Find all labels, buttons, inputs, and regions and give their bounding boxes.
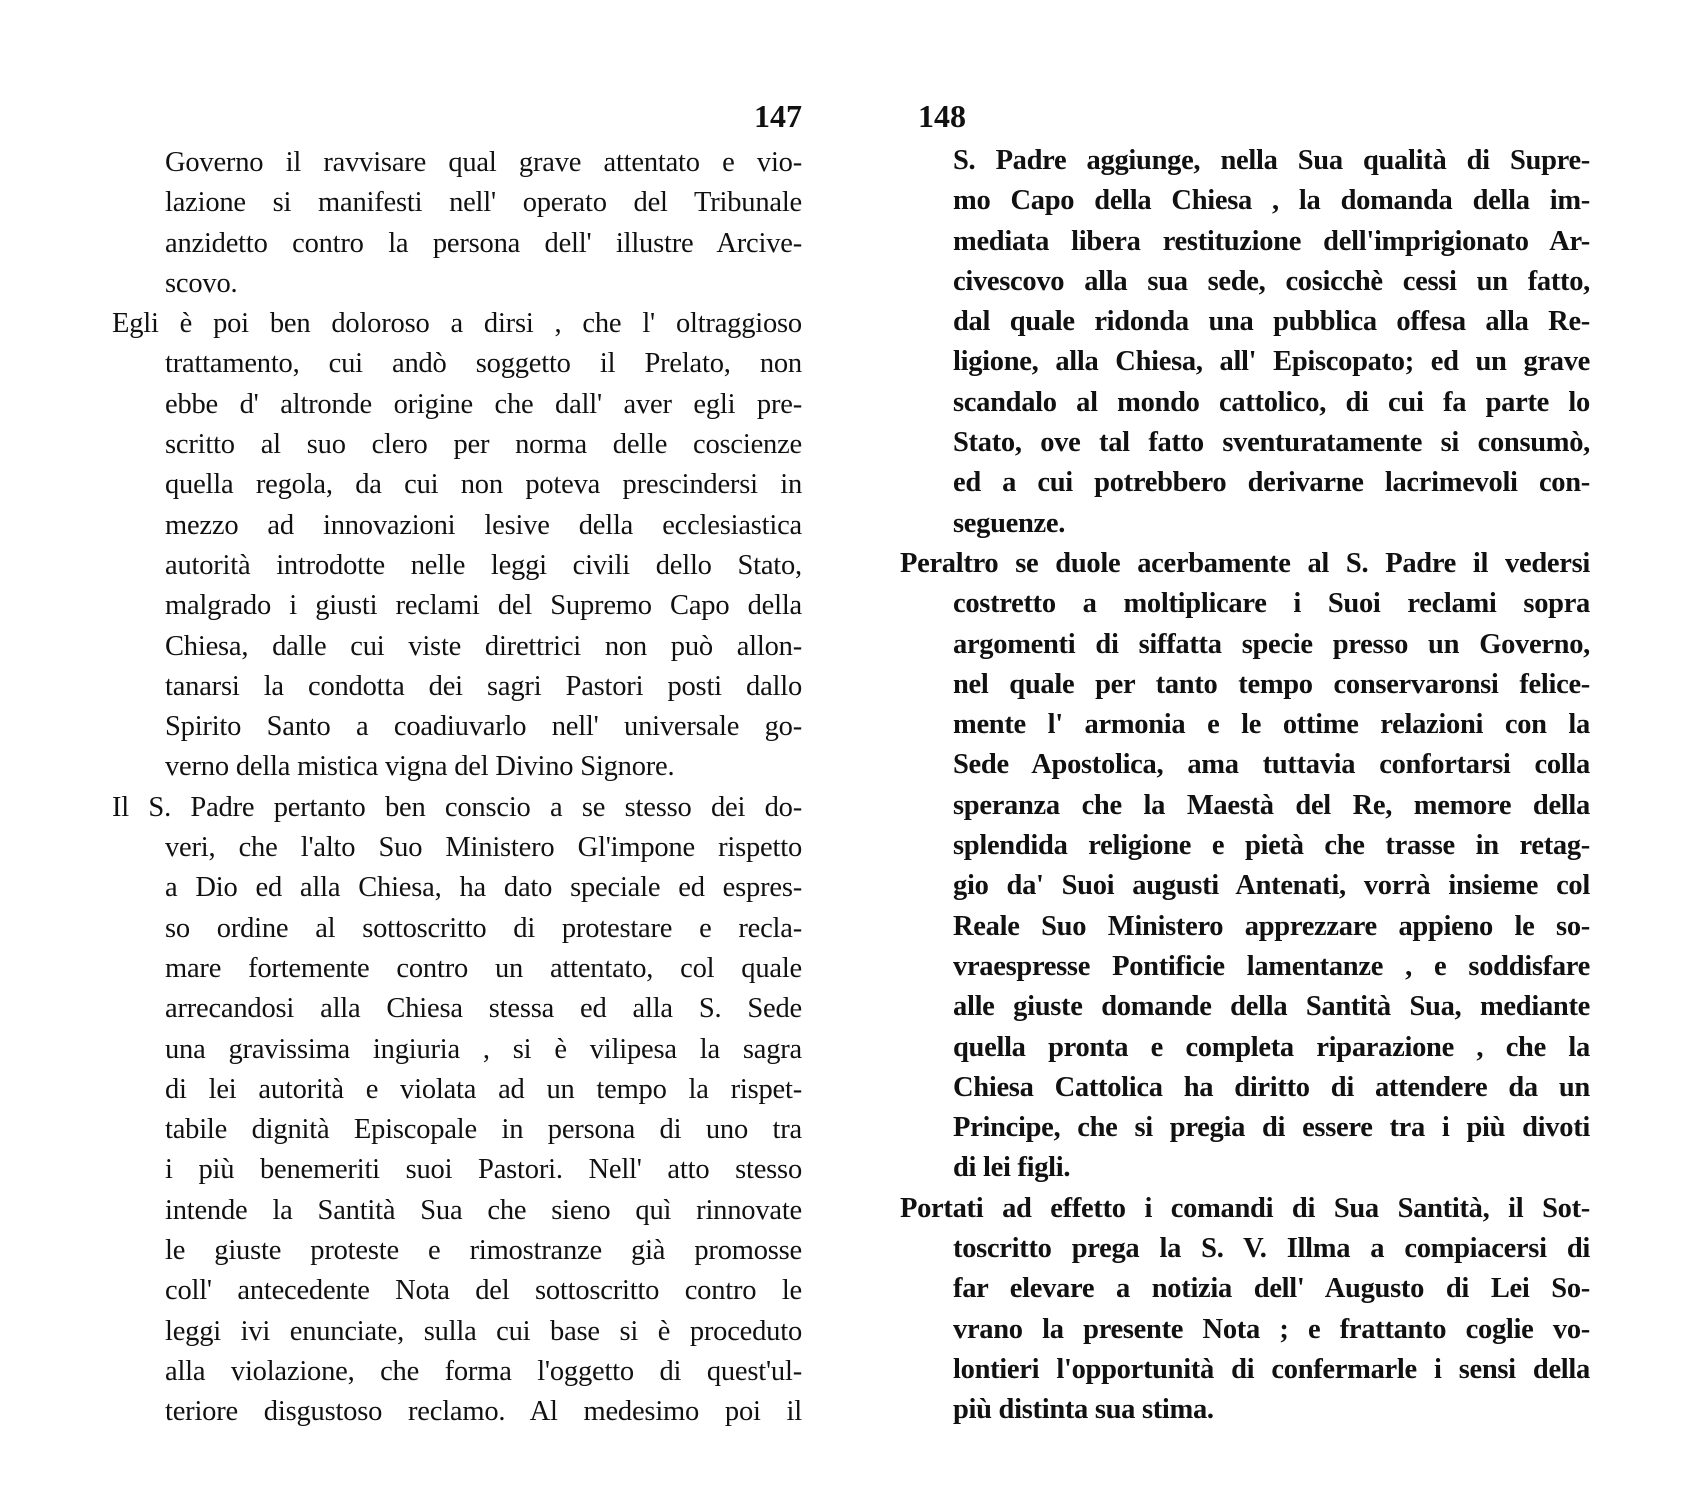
- text-line: lazione si manifesti nell' operato del Tribunale: [165, 187, 802, 219]
- text-line: vraespresse Pontificie lamentanze , e soddisfare: [953, 950, 1590, 982]
- text-line: Chiesa Cattolica ha diritto di attendere da un: [953, 1071, 1590, 1103]
- text-line: una gravissima ingiuria , si è vilipesa la sagra: [165, 1033, 802, 1065]
- text-line: quella pronta e completa riparazione , che la: [953, 1031, 1590, 1063]
- text-line: lontieri l'opportunità di confermarle i sensi della: [953, 1353, 1590, 1385]
- paragraph: [112, 788, 802, 1433]
- paragraph: [900, 544, 1590, 1189]
- text-line: toscritto prega la S. V. Illma a compiacersi di: [953, 1233, 1590, 1265]
- text-line: tabile dignità Episcopale in persona di uno tra: [165, 1114, 802, 1146]
- left-page-text: [112, 143, 802, 1433]
- text-line: dal quale ridonda una pubblica offesa alla Re-: [953, 306, 1590, 338]
- text-line: Sede Apostolica, ama tuttavia confortarsi colla: [953, 749, 1590, 781]
- text-line: alle giuste domande della Santità Sua, mediante: [953, 991, 1590, 1023]
- text-line: tanarsi la condotta dei sagri Pastori posti dallo: [165, 670, 802, 702]
- text-line: speranza che la Maestà del Re, memore della: [953, 789, 1590, 821]
- text-line: ligione, alla Chiesa, all' Episcopato; ed un grave: [953, 346, 1590, 378]
- text-line: S. Padre aggiunge, nella Sua qualità di Supre-: [953, 145, 1590, 176]
- text-line: scandalo al mondo cattolico, di cui fa parte lo: [953, 386, 1590, 418]
- text-line: Portati ad effetto i comandi di Sua Santità, il Sot-: [900, 1192, 1590, 1224]
- text-line: ed a cui potrebbero derivarne lacrimevoli con-: [953, 467, 1590, 499]
- text-line: di lei figli.: [953, 1152, 1071, 1184]
- text-line: Stato, ove tal fatto sventuratamente si consumò,: [953, 427, 1590, 459]
- text-line: ebbe d' altronde origine che dall' aver egli pre-: [165, 388, 802, 420]
- text-line: arrecandosi alla Chiesa stessa ed alla S. Sede: [165, 993, 802, 1025]
- text-line: trattamento, cui andò soggetto il Prelato, non: [165, 348, 802, 380]
- paragraph: [900, 141, 1590, 544]
- text-line: argomenti di siffatta specie presso un Governo,: [953, 628, 1590, 660]
- text-line: mo Capo della Chiesa , la domanda della im-: [953, 185, 1590, 217]
- text-line: veri, che l'alto Suo Ministero Gl'impone rispetto: [165, 832, 802, 864]
- text-line: più distinta sua stima.: [953, 1394, 1214, 1426]
- text-line: splendida religione e pietà che trasse in retag-: [953, 830, 1590, 862]
- paragraph: [112, 304, 802, 788]
- text-line: alla violazione, che forma l'oggetto di quest'ul-: [165, 1355, 802, 1387]
- text-line: intende la Santità Sua che sieno quì rinnovate: [165, 1194, 802, 1226]
- right-page-text: [900, 141, 1590, 1431]
- paragraph: [112, 143, 802, 304]
- page-number-left: 147: [754, 98, 802, 134]
- text-line: leggi ivi enunciate, sulla cui base si è proceduto: [165, 1315, 802, 1347]
- text-line: anzidetto contro la persona dell' illustre Arcive-: [165, 227, 802, 259]
- text-line: Chiesa, dalle cui viste direttrici non può allon-: [165, 630, 802, 662]
- text-line: verno della mistica vigna del Divino Signore.: [165, 751, 675, 783]
- text-line: nel quale per tanto tempo conservaronsi felice-: [953, 668, 1590, 700]
- text-line: mente l' armonia e le ottime relazioni con la: [953, 709, 1590, 741]
- text-line: mezzo ad innovazioni lesive della ecclesiastica: [165, 509, 802, 541]
- paragraph: [900, 1189, 1590, 1431]
- text-line: scovo.: [165, 267, 238, 299]
- text-line: civescovo alla sua sede, cosicchè cessi un fatto,: [953, 265, 1590, 297]
- text-line: Il S. Padre pertanto ben conscio a se stesso dei do-: [112, 791, 802, 823]
- text-line: Spirito Santo a coadiuvarlo nell' universale go-: [165, 711, 802, 743]
- text-line: quella regola, da cui non poteva prescindersi in: [165, 469, 802, 501]
- text-line: Egli è poi ben doloroso a dirsi , che l' oltraggioso: [112, 308, 802, 340]
- text-line: a Dio ed alla Chiesa, ha dato speciale ed espres-: [165, 872, 802, 904]
- text-line: so ordine al sottoscritto di protestare e recla-: [165, 912, 802, 944]
- text-line: i più benemeriti suoi Pastori. Nell' atto stesso: [165, 1154, 802, 1186]
- text-line: Governo il ravvisare qual grave attentato e vio-: [165, 147, 802, 178]
- text-line: scritto al suo clero per norma delle coscienze: [165, 429, 802, 461]
- text-line: Principe, che si pregia di essere tra i più divoti: [953, 1112, 1590, 1144]
- text-line: vrano la presente Nota ; e frattanto coglie vo-: [953, 1313, 1590, 1345]
- text-line: seguenze.: [953, 507, 1066, 539]
- text-line: Peraltro se duole acerbamente al S. Padre il vedersi: [900, 547, 1590, 579]
- text-line: coll' antecedente Nota del sottoscritto contro le: [165, 1275, 802, 1307]
- text-line: Reale Suo Ministero apprezzare appieno le so-: [953, 910, 1590, 942]
- text-line: malgrado i giusti reclami del Supremo Capo della: [165, 590, 802, 622]
- text-line: teriore disgustoso reclamo. Al medesimo poi il: [165, 1396, 802, 1428]
- text-line: mediata libera restituzione dell'imprigionato Ar-: [953, 225, 1590, 257]
- text-line: le giuste proteste e rimostranze già promosse: [165, 1235, 802, 1267]
- text-line: autorità introdotte nelle leggi civili dello Stato,: [165, 549, 802, 581]
- text-line: gio da' Suoi augusti Antenati, vorrà insieme col: [953, 870, 1590, 902]
- text-line: di lei autorità e violata ad un tempo la rispet-: [165, 1073, 802, 1105]
- page-number-right: 148: [918, 98, 966, 134]
- text-line: far elevare a notizia dell' Augusto di Lei So-: [953, 1273, 1590, 1305]
- text-line: costretto a moltiplicare i Suoi reclami sopra: [953, 588, 1590, 620]
- text-line: mare fortemente contro un attentato, col quale: [165, 952, 802, 984]
